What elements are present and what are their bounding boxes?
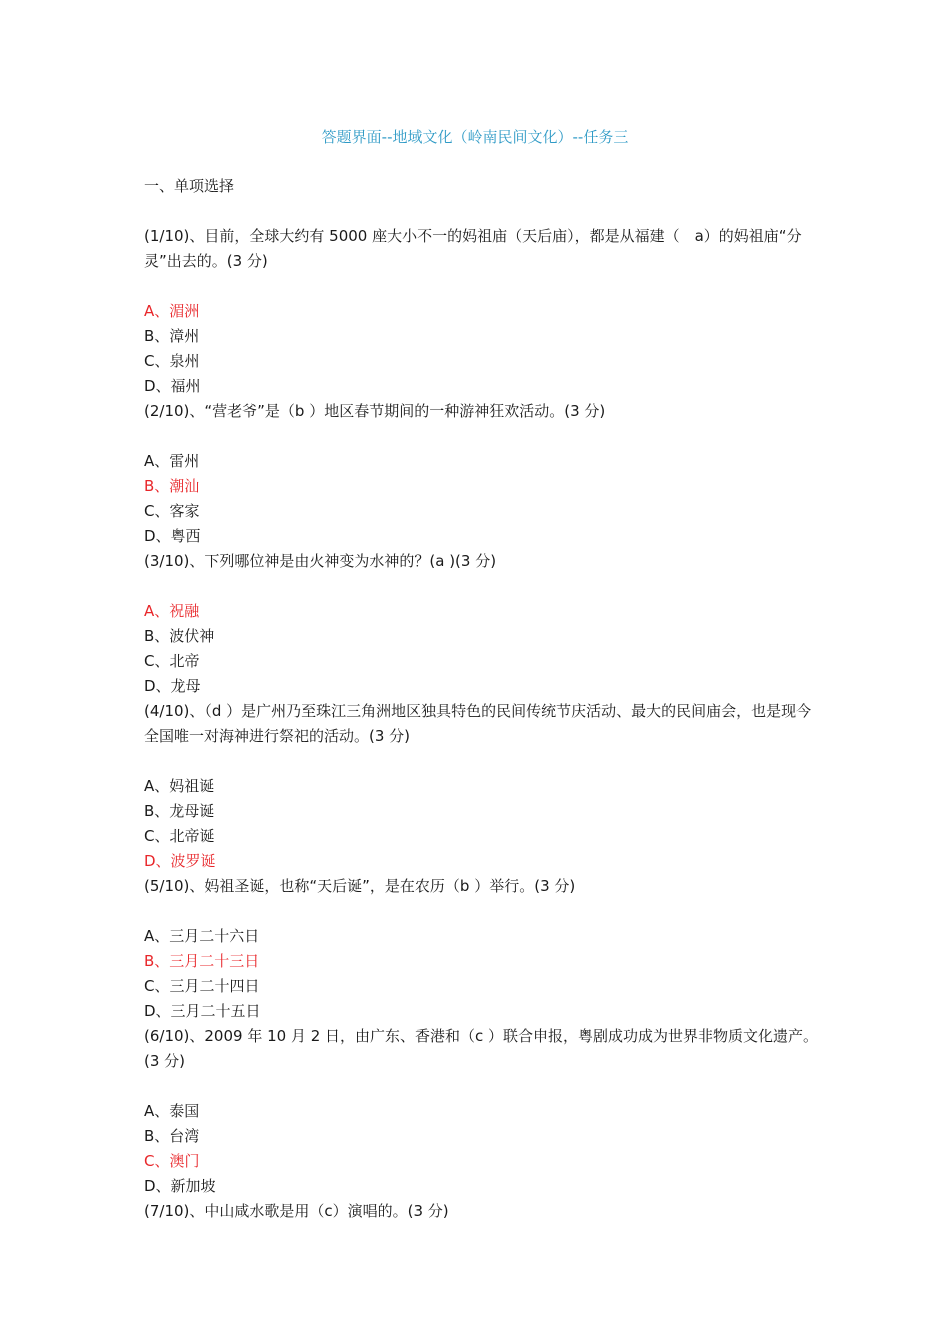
answer-option: D、粤西 <box>144 527 201 545</box>
answer-option: D、三月二十五日 <box>144 1002 261 1020</box>
answer-option: C、北帝 <box>144 652 200 670</box>
answer-option: A、妈祖诞 <box>144 777 215 795</box>
answer-option: C、泉州 <box>144 352 200 370</box>
answer-option: B、漳州 <box>144 327 200 345</box>
answer-option: A、三月二十六日 <box>144 927 260 945</box>
question-block <box>144 1199 820 1224</box>
answer-option-correct: C、澳门 <box>144 1152 200 1170</box>
answer-option: B、龙母诞 <box>144 802 215 820</box>
question-block <box>144 224 820 399</box>
answer-option-correct: A、湄洲 <box>144 302 200 320</box>
question-text: (7/10)、中山咸水歌是用（c）演唱的。(3 分) <box>144 1202 449 1220</box>
question-block <box>144 699 820 874</box>
question-block <box>144 399 820 549</box>
answer-option: A、泰国 <box>144 1102 200 1120</box>
answer-option: A、雷州 <box>144 452 200 470</box>
question-block <box>144 549 820 699</box>
section-heading: 一、单项选择 <box>144 177 235 195</box>
answer-option-correct: D、波罗诞 <box>144 852 216 870</box>
document-content <box>144 174 820 1249</box>
question-text: (4/10)、（d ）是广州乃至珠江三角洲地区独具特色的民间传统节庆活动、最大的民间庙会，也是现今全国唯一对海神进行祭祀的活动。(3 分) <box>144 702 812 745</box>
answer-option: D、龙母 <box>144 677 201 695</box>
answer-option-correct: A、祝融 <box>144 602 200 620</box>
answer-option: C、三月二十四日 <box>144 977 260 995</box>
document-title: 答题界面--地域文化（岭南民间文化）--任务三 <box>321 128 629 146</box>
answer-option-correct: B、三月二十三日 <box>144 952 260 970</box>
question-text: (6/10)、2009 年 10 月 2 日，由广东、香港和（c ）联合申报，粤剧成功成为世界非物质文化遗产。(3 分) <box>144 1027 819 1070</box>
answer-option: D、新加坡 <box>144 1177 216 1195</box>
question-text: (2/10)、“营老爷”是（b ）地区春节期间的一种游神狂欢活动。(3 分) <box>144 402 606 420</box>
question-block <box>144 874 820 1024</box>
answer-option: C、北帝诞 <box>144 827 215 845</box>
answer-option-correct: B、潮汕 <box>144 477 200 495</box>
question-block <box>144 1024 820 1199</box>
answer-option: D、福州 <box>144 377 201 395</box>
question-text: (1/10)、目前，全球大约有 5000 座大小不一的妈祖庙（天后庙），都是从福建（ a）的妈祖庙“分灵”出去的。(3 分) <box>144 227 802 270</box>
answer-option: B、波伏神 <box>144 627 215 645</box>
question-text: (5/10)、妈祖圣诞，也称“天后诞”，是在农历（b ）举行。(3 分) <box>144 877 576 895</box>
answer-option: B、台湾 <box>144 1127 200 1145</box>
question-list <box>144 224 820 1224</box>
answer-option: C、客家 <box>144 502 200 520</box>
question-text: (3/10)、下列哪位神是由火神变为水神的？(a )(3 分) <box>144 552 497 570</box>
